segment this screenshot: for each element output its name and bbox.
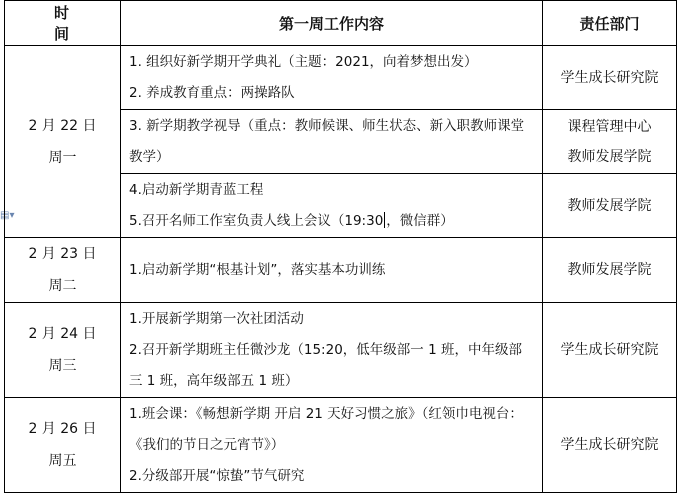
content-line: 3. 新学期教学视导（重点：教师候课、师生状态、新入职教师课堂教学） [129,117,525,165]
dept-cell [543,238,677,303]
content-line: 1. 组织好新学期开学典礼（主题：2021，向着梦想出发） [129,53,478,70]
date-cell [5,46,121,238]
schedule-table [4,0,677,493]
date-text: 2 月 24 日 [28,326,97,342]
content-cell [121,398,543,493]
header-time: 时 间 [5,1,121,46]
table-row [5,398,677,493]
dept-text: 教师发展学院 [567,148,652,165]
content-cell [121,238,543,303]
content-line: 2.召开新学期班主任微沙龙（15:20，低年级部一 1 班，中年级部三 1 班，高年级部五 1 班） [129,341,522,389]
dept-cell [543,110,677,174]
dept-text: 教师发展学院 [567,197,652,214]
weekday-text: 周一 [48,149,77,166]
dept-text: 教师发展学院 [567,262,652,278]
content-line: 2. 养成教育重点：两操路队 [129,84,295,101]
date-cell [5,398,121,493]
dept-cell [543,398,677,493]
content-line: 1.班会课：《畅想新学期 开启 21 天好习惯之旅》（红领巾电视台：《我们的节日之元宵节》） [129,405,523,453]
weekday-text: 周三 [48,358,77,374]
content-line: 2.分级部开展“惊蛰”节气研究 [129,467,305,484]
content-text: 5.召开名师工作室负责人线上会议（19:30 [129,212,384,229]
indent-marker-icon: ▤▾ [0,210,15,221]
table-header-row [5,1,677,46]
date-cell [5,303,121,398]
content-line: 4.启动新学期青蓝工程 [129,181,264,198]
dept-text: 学生成长研究院 [560,69,659,86]
dept-cell [543,174,677,238]
dept-text: 学生成长研究院 [560,437,659,453]
date-text: 2 月 23 日 [28,246,97,262]
date-text: 2 月 26 日 [28,421,97,437]
weekday-text: 周二 [48,278,77,294]
content-cell [121,110,543,174]
content-cell [121,174,543,238]
dept-text: 课程管理中心 [567,118,652,135]
content-text: ，微信群） [386,212,454,229]
content-line [129,206,534,237]
content-cell [121,303,543,398]
table-row [5,303,677,398]
header-dept: 责任部门 [543,1,677,46]
table-row [5,46,677,110]
weekday-text: 周五 [48,453,77,469]
date-cell [5,238,121,303]
table-row [5,238,677,303]
content-line: 1.启动新学期“根基计划”，落实基本功训练 [129,261,386,278]
content-cell [121,46,543,110]
content-line: 1.开展新学期第一次社团活动 [129,310,304,327]
dept-cell [543,303,677,398]
date-text: 2 月 22 日 [28,117,97,134]
dept-cell [543,46,677,110]
dept-text: 学生成长研究院 [560,342,659,358]
header-content: 第一周工作内容 [121,1,543,46]
